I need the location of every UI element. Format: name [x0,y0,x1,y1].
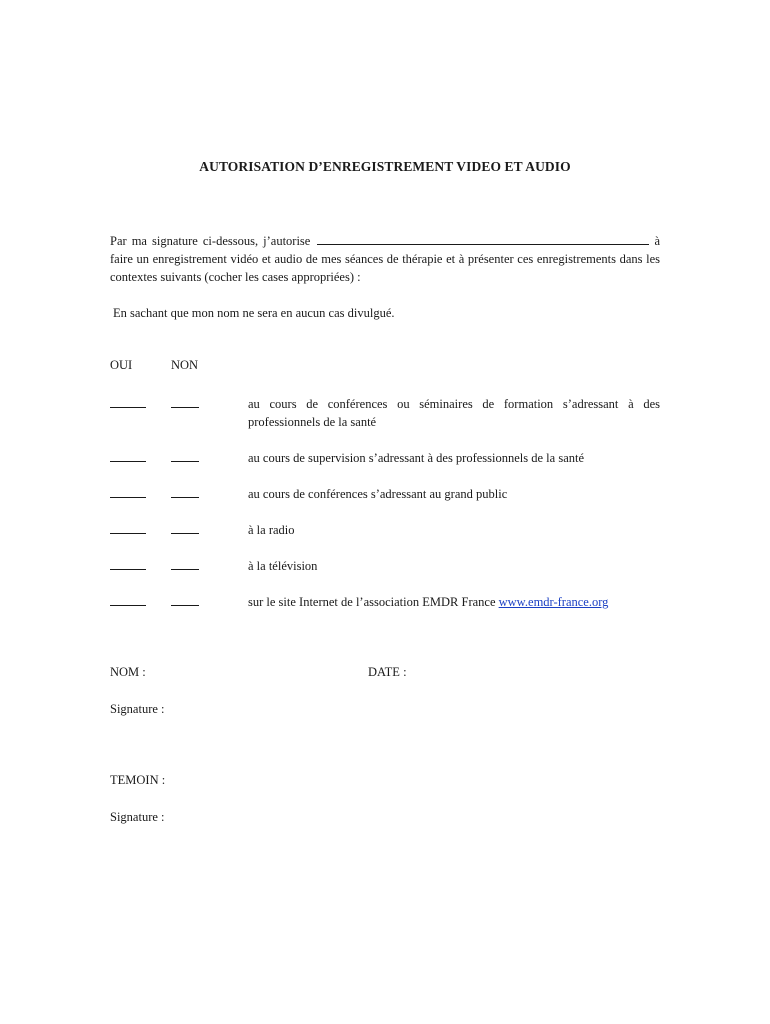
column-header-yes: OUI [110,358,133,372]
intro-prefix: Par ma signature ci-dessous, j’autorise [110,234,311,248]
document-title: AUTORISATION D’ENREGISTREMENT VIDEO ET AUDIO [199,159,571,174]
no-checkbox-blank[interactable] [171,557,199,570]
date-label: DATE : [368,665,407,679]
witness-signature-label: Signature : [110,810,165,824]
no-checkbox-blank[interactable] [171,593,199,606]
no-checkbox-blank[interactable] [171,449,199,462]
option-text: à la radio [248,523,295,537]
yes-checkbox-blank[interactable] [110,521,146,534]
no-checkbox-blank[interactable] [171,485,199,498]
anonymity-note: En sachant que mon nom ne sera en aucun cas divulgué. [113,306,395,320]
option-text: au cours de conférences s’adressant au grand public [248,487,508,501]
yes-checkbox-blank[interactable] [110,449,146,462]
witness-label: TEMOIN : [110,773,166,787]
emdr-website-link[interactable]: www.emdr-france.org [498,595,609,609]
name-label: NOM : [110,665,146,679]
yes-checkbox-blank[interactable] [110,395,146,408]
option-text [248,593,660,611]
column-header-no: NON [171,358,199,372]
yes-checkbox-blank[interactable] [110,593,146,606]
intro-paragraph [110,232,660,286]
signature-label: Signature : [110,702,165,716]
no-checkbox-blank[interactable] [171,395,199,408]
option-text: au cours de conférences ou séminaires de formation s’adressant à des professionnels de la santé [248,397,660,429]
option-text: au cours de supervision s’adressant à des professionnels de la santé [248,451,585,465]
no-checkbox-blank[interactable] [171,521,199,534]
yes-checkbox-blank[interactable] [110,485,146,498]
authorized-person-blank[interactable] [317,233,649,245]
intro-rest: à faire un enregistrement vidéo et audio de mes séances de thérapie et à présenter ces enregistrements dans les contextes suivants (cocher les cases appropriées) : [110,234,660,284]
option-text: à la télévision [248,559,318,573]
option-text-label: sur le site Internet de l’association EMDR France [248,595,496,609]
yes-checkbox-blank[interactable] [110,557,146,570]
